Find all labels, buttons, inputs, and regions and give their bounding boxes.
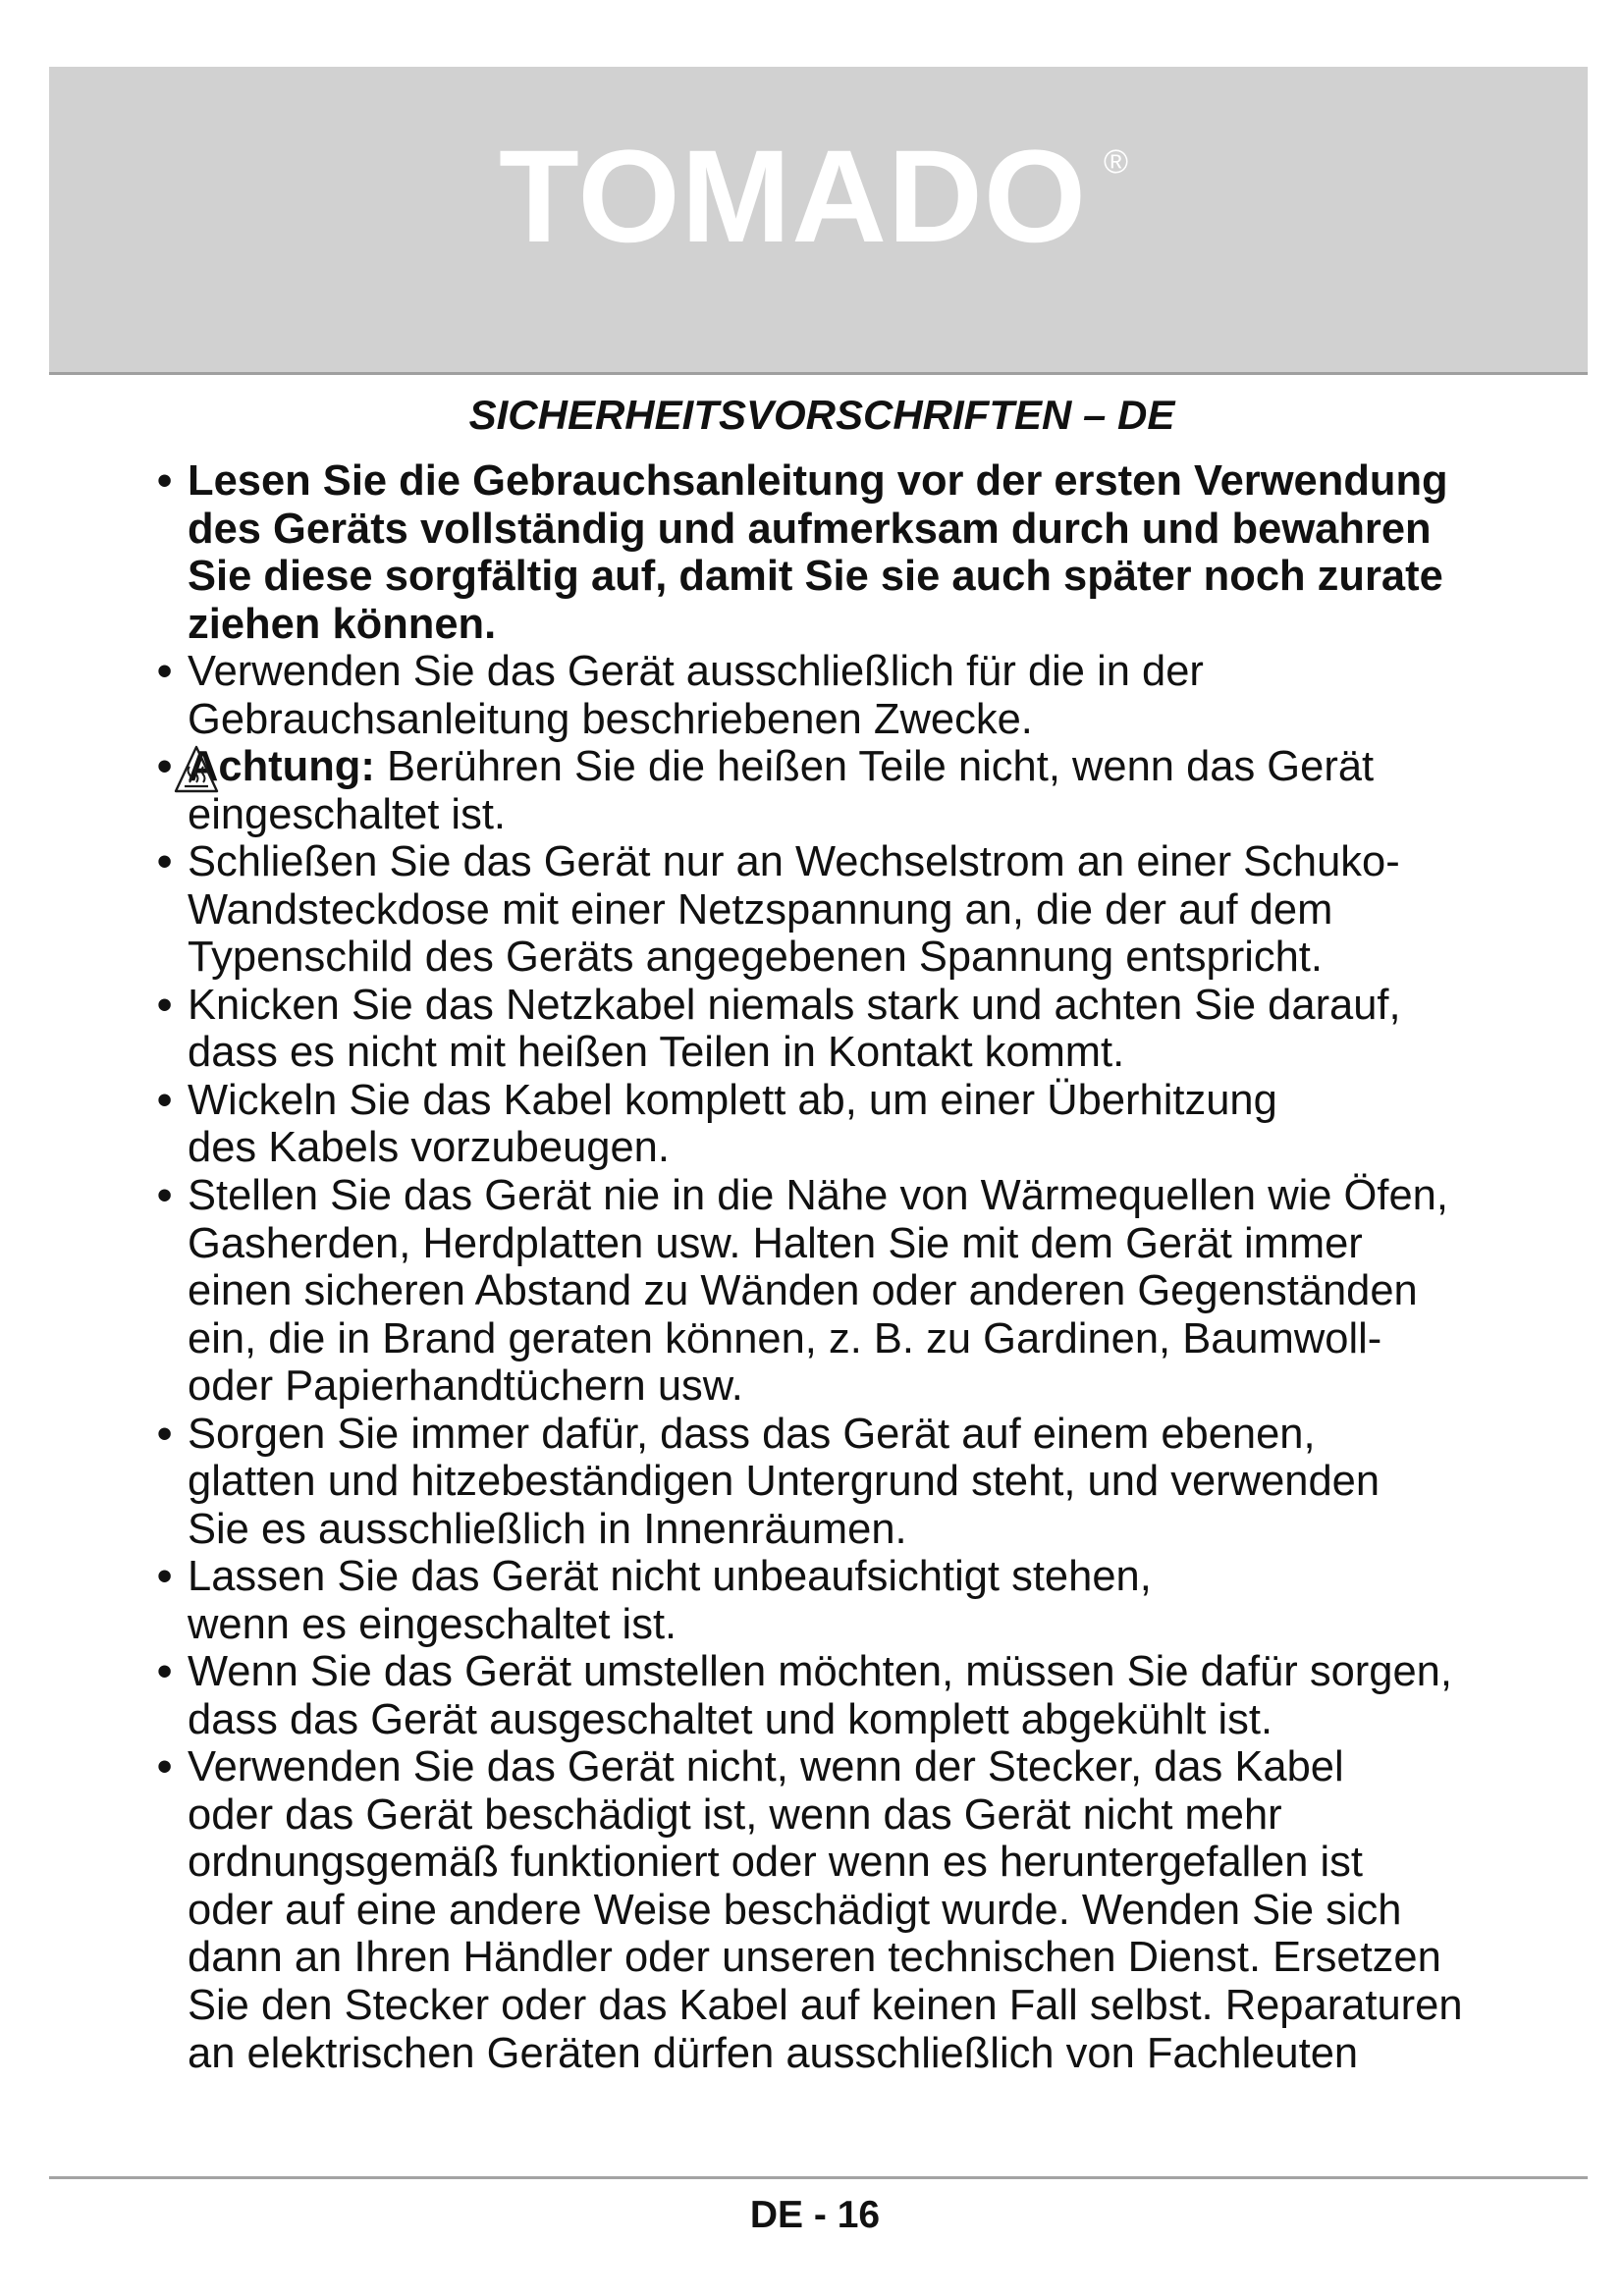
item-line: Typenschild des Geräts angegebenen Spannung entspricht. [188, 934, 1323, 982]
safety-item-5 [0, 982, 1624, 1077]
safety-item-9 [0, 1553, 1624, 1648]
bullet-marker: • [157, 648, 173, 696]
item-line: Wandsteckdose mit einer Netzspannung an, die der auf dem [188, 885, 1333, 934]
item-line: Stellen Sie das Gerät nie in die Nähe von Wärmequellen wie Öfen, [188, 1171, 1448, 1219]
warning-label: Achtung: [188, 743, 375, 791]
item-line: glatten und hitzebeständigen Untergrund steht, und verwenden [188, 1458, 1380, 1506]
item-line: eingeschaltet ist. [188, 790, 507, 838]
item-line-text: Berühren Sie die heißen Teile nicht, wenn das Gerät [386, 743, 1375, 791]
section-title: SICHERHEITSVORSCHRIFTEN – DE [468, 392, 1175, 438]
safety-item-1 [0, 457, 1624, 648]
bullet-marker: • [157, 1171, 173, 1219]
item-line: Sie den Stecker oder das Kabel auf keinen Fall selbst. Reparaturen [188, 1982, 1463, 2029]
safety-instructions-list [0, 457, 1624, 2077]
bullet-marker: • [157, 981, 173, 1029]
item-line: dass das Gerät ausgeschaltet und komplett abgekühlt ist. [188, 1695, 1273, 1743]
bullet-marker: • [157, 457, 173, 505]
bullet-marker: • [157, 1743, 173, 1791]
item-line: wenn es eingeschaltet ist. [188, 1600, 677, 1648]
item-line: des Geräts vollständig und aufmerksam durch und bewahren [188, 505, 1432, 553]
item-line: ziehen können. [188, 600, 497, 648]
item-line: Lassen Sie das Gerät nicht unbeaufsichtigt stehen, [188, 1553, 1152, 1601]
item-line: Sie es ausschließlich in Innenräumen. [188, 1505, 907, 1553]
item-line: Sie diese sorgfältig auf, damit Sie sie auch später noch zurate [188, 553, 1443, 601]
item-line: ein, die in Brand geraten können, z. B. zu Gardinen, Baumwoll- [188, 1314, 1382, 1362]
warning-triangle [176, 747, 217, 791]
item-line: Schließen Sie das Gerät nur an Wechselstrom an einer Schuko- [188, 838, 1400, 886]
item-line: oder auf eine andere Weise beschädigt wurde. Wenden Sie sich [188, 1886, 1402, 1934]
heat-wave [195, 767, 198, 782]
bullet-marker: • [157, 743, 173, 791]
item-line: oder das Gerät beschädigt ist, wenn das Gerät nicht mehr [188, 1790, 1282, 1839]
heat-wave [202, 767, 205, 782]
bullet-marker: • [157, 1553, 173, 1601]
item-line: Wickeln Sie das Kabel komplett ab, um einer Überhitzung [188, 1076, 1277, 1124]
brand-header [49, 67, 1588, 375]
item-line: Verwenden Sie das Gerät nicht, wenn der Stecker, das Kabel [188, 1743, 1344, 1791]
item-line: Lesen Sie die Gebrauchsanleitung vor der ersten Verwendung [188, 457, 1448, 505]
hot-surface-warning-icon [174, 745, 219, 794]
item-line: Knicken Sie das Netzkabel niemals stark und achten Sie darauf, [188, 981, 1401, 1029]
item-line: ordnungsgemäß funktioniert oder wenn es heruntergefallen ist [188, 1839, 1363, 1887]
item-line [188, 743, 1624, 791]
item-line: Sorgen Sie immer dafür, dass das Gerät auf einem ebenen, [188, 1410, 1316, 1458]
safety-item-4 [0, 838, 1624, 982]
safety-item-3-warning [0, 743, 1624, 838]
safety-item-8 [0, 1411, 1624, 1554]
item-line: oder Papierhandtüchern usw. [188, 1362, 743, 1411]
tomado-logo-wordmark: TOMADO [499, 124, 1088, 270]
bullet-marker: • [157, 838, 173, 886]
item-line: Wenn Sie das Gerät umstellen möchten, müssen Sie dafür sorgen, [188, 1648, 1452, 1696]
bullet-marker: • [157, 1410, 173, 1458]
item-line: an elektrischen Geräten dürfen ausschließlich von Fachleuten [188, 2029, 1359, 2077]
bullet-marker: • [157, 1648, 173, 1696]
safety-item-10 [0, 1648, 1624, 1743]
safety-item-7 [0, 1172, 1624, 1411]
registered-trademark-mark: ® [1104, 143, 1129, 181]
item-line: Gasherden, Herdplatten usw. Halten Sie mit dem Gerät immer [188, 1219, 1363, 1267]
item-line: Verwenden Sie das Gerät ausschließlich für die in der [188, 648, 1204, 696]
safety-item-2 [0, 648, 1624, 743]
item-line: dass es nicht mit heißen Teilen in Kontakt kommt. [188, 1029, 1125, 1077]
page-number: DE - 16 [749, 2194, 881, 2236]
item-line: des Kabels vorzubeugen. [188, 1124, 670, 1172]
footer-divider [49, 2176, 1588, 2179]
item-line: einen sicheren Abstand zu Wänden oder anderen Gegenständen [188, 1267, 1418, 1315]
heat-wave [189, 767, 191, 782]
bullet-marker: • [157, 1076, 173, 1124]
item-line: Gebrauchsanleitung beschriebenen Zwecke. [188, 695, 1033, 743]
safety-item-11 [0, 1743, 1624, 2077]
item-line: dann an Ihren Händler oder unseren technischen Dienst. Ersetzen [188, 1934, 1441, 1982]
safety-item-6 [0, 1077, 1624, 1172]
